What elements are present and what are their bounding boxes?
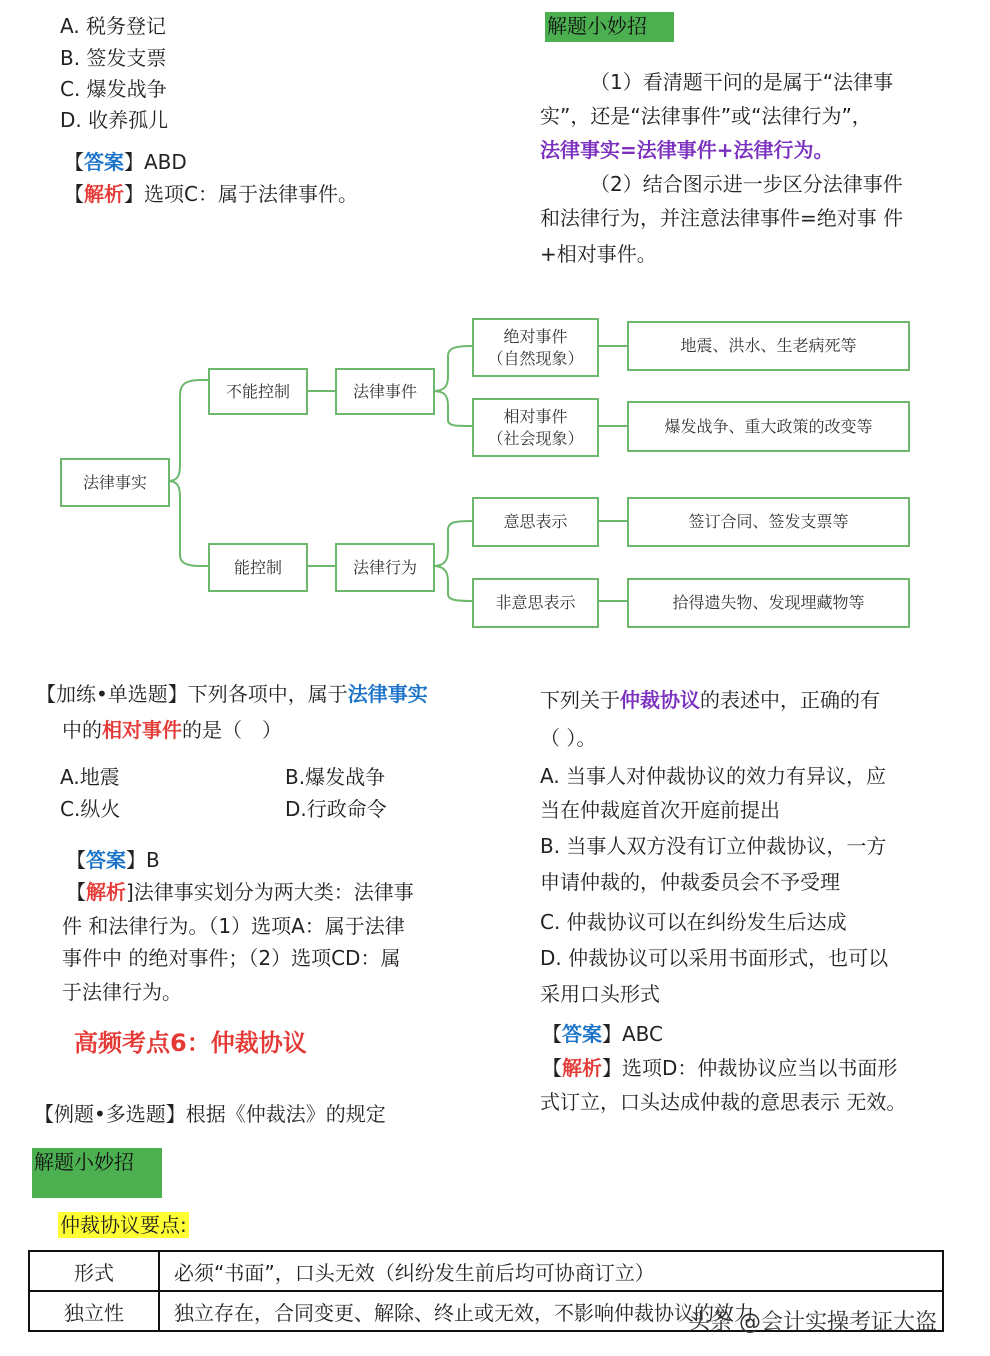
node-intent: 意思表示	[472, 497, 599, 547]
node-sublabel: （社会现象）	[487, 428, 584, 448]
row-value: 独立存在，合同变更、解除、终止或无效，不影响仲裁协议的效力	[159, 1291, 943, 1331]
row-key: 形式	[29, 1251, 159, 1291]
answer-value: ABC	[622, 1022, 664, 1046]
node-legal-event: 法律事件	[335, 368, 435, 415]
node-legal-act: 法律行为	[335, 543, 435, 592]
analysis-label: 解析	[86, 880, 126, 904]
analysis-text: 件 和法律行为。（1）选项A：属于法律	[62, 914, 405, 938]
example-relative: 爆发战争、重大政策的改变等	[627, 401, 910, 452]
example-intent: 签订合同、签发支票等	[627, 497, 910, 547]
q3-option-a-cont: 当在仲裁庭首次开庭前提出	[540, 798, 780, 822]
tip-text: 实”，还是“法律事件”或“法律行为”，	[540, 104, 872, 128]
q3-stem-text: 下列关于	[540, 688, 620, 712]
node-sublabel: （自然现象）	[487, 348, 584, 368]
brace-bottom	[168, 481, 200, 566]
example-non-intent: 拾得遗失物、发现埋藏物等	[627, 578, 910, 628]
q2-answer: 【答案】B	[66, 848, 160, 872]
q3-intro: 【例题•多选题】根据《仲裁法》的规定	[34, 1102, 386, 1126]
tip-tag: 解题小妙招	[545, 12, 674, 42]
q2-highlight: 法律事实	[347, 682, 428, 706]
node-label: 绝对事件	[503, 326, 568, 346]
q2-stem-text: 中的	[62, 718, 102, 742]
answer-value: B	[146, 848, 160, 872]
analysis-label: 解析	[84, 182, 124, 206]
tip-text: +相对事件。	[540, 242, 657, 266]
q1-option-d: D. 收养孤儿	[60, 108, 169, 132]
q2-stem	[36, 682, 428, 706]
answer-label: 答案	[562, 1022, 602, 1046]
node-absolute-event	[472, 318, 599, 377]
q3-option-c: C. 仲裁协议可以在纠纷发生后达成	[540, 910, 847, 934]
q3-analysis: 【解析】选项D：仲裁协议应当以书面形	[542, 1056, 898, 1080]
analysis-text: ]法律事实划分为两大类：法律事	[126, 880, 414, 904]
q2-option-c: C.纵火	[60, 797, 121, 821]
q3-option-d: D. 仲裁协议可以采用书面形式，也可以	[540, 946, 889, 970]
table-row	[29, 1251, 943, 1291]
q2-stem-text: 的是（ ）	[182, 718, 282, 742]
answer-label: 答案	[86, 848, 126, 872]
analysis-text: 选项D：仲裁协议应当以书面形	[622, 1056, 898, 1080]
q3-stem	[540, 688, 880, 712]
q3-stem-text: （ ）。	[540, 726, 597, 750]
analysis-text: 式订立，口头达成仲裁的意思表示 无效。	[540, 1090, 907, 1114]
q2-highlight: 相对事件	[102, 718, 182, 742]
node-label: 相对事件	[503, 406, 568, 426]
q2-stem-2	[62, 718, 282, 742]
q1-answer: 【答案】ABD	[64, 150, 187, 174]
q2-analysis: 【解析]法律事实划分为两大类：法律事	[66, 880, 414, 904]
q3-highlight: 仲裁协议	[620, 688, 700, 712]
example-absolute: 地震、洪水、生老病死等	[627, 321, 910, 371]
row-key: 独立性	[29, 1291, 159, 1331]
section-heading: 高频考点6：仲裁协议	[74, 1029, 307, 1057]
brace-top	[168, 380, 200, 481]
q3-answer: 【答案】ABC	[542, 1022, 664, 1046]
q2-option-a: A.地震	[60, 765, 120, 789]
q1-option-c: C. 爆发战争	[60, 77, 167, 101]
q3-option-b: B. 当事人双方没有订立仲裁协议，一方	[540, 834, 887, 858]
q3-option-a: A. 当事人对仲裁协议的效力有异议，应	[540, 764, 887, 788]
q1-option-a: A. 税务登记	[60, 14, 167, 38]
tip-text: （1）看清题干问的是属于“法律事	[590, 70, 894, 94]
q1-option-b: B. 签发支票	[60, 46, 167, 70]
node-controllable: 能控制	[208, 543, 308, 592]
q3-stem-text: 的表述中，正确的有	[700, 688, 880, 712]
q2-stem-text: 【加练•单选题】下列各项中，属于	[36, 682, 348, 706]
answer-label: 答案	[84, 150, 124, 174]
node-legal-fact: 法律事实	[60, 458, 170, 507]
key-points-heading: 仲裁协议要点:	[60, 1213, 187, 1237]
tip-text: （2）结合图示进一步区分法律事件	[590, 172, 903, 196]
answer-value: ABD	[144, 150, 187, 174]
analysis-label: 解析	[562, 1056, 602, 1080]
tip-formula: 法律事实=法律事件+法律行为。	[540, 138, 834, 162]
analysis-text: 于法律行为。	[62, 980, 182, 1004]
tip-text: 和法律行为，并注意法律事件=绝对事 件	[540, 206, 904, 230]
watermark: 头条 @会计实操考证大盗	[688, 1310, 937, 1335]
node-relative-event	[472, 398, 599, 457]
q3-option-d-cont: 采用口头形式	[540, 982, 660, 1006]
q2-option-d: D.行政命令	[285, 797, 387, 821]
row-value: 必须“书面”，口头无效（纠纷发生前后均可协商订立）	[159, 1251, 943, 1291]
tip-tag: 解题小妙招	[32, 1148, 162, 1198]
q2-option-b: B.爆发战争	[285, 765, 386, 789]
q3-option-b-cont: 申请仲裁的，仲裁委员会不予受理	[540, 870, 840, 894]
q1-analysis: 【解析】选项C：属于法律事件。	[64, 182, 358, 206]
node-uncontrollable: 不能控制	[208, 368, 308, 415]
analysis-text: 事件中 的绝对事件；（2）选项CD：属	[62, 946, 401, 970]
node-non-intent: 非意思表示	[472, 578, 599, 628]
analysis-text: 选项C：属于法律事件。	[144, 182, 358, 206]
